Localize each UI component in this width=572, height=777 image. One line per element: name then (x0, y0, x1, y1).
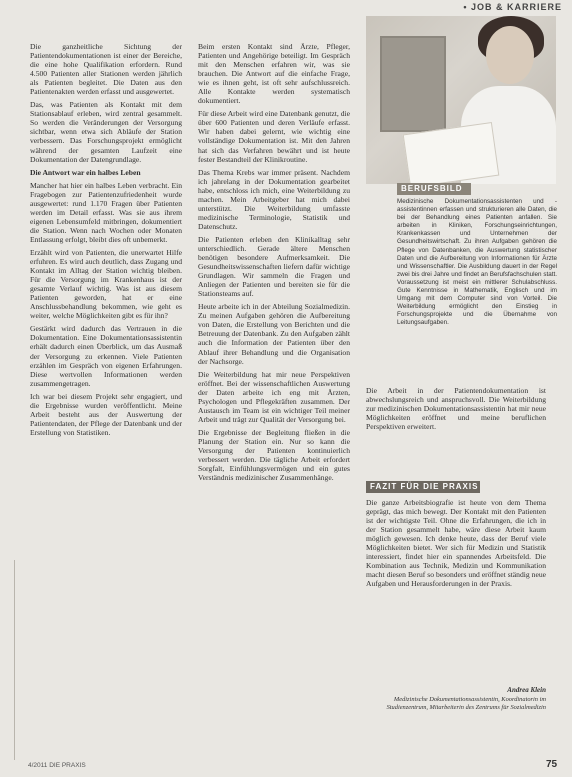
paragraph: Die Arbeit in der Patientendokumentation ist abwechslungsreich und anspruchsvoll. Die Weiterbildung zur medizinischen Dokumentationsassistentin hat mir neue Möglichkeiten eröffnet und meine beruflichen Perspektiven erweitert. (366, 386, 546, 432)
paragraph: Ich war bei diesem Projekt sehr engagiert, und die Ergebnisse wurden veröffentlicht. Meine Arbeit besteht aus der Auswertung der Patientendaten, der Pflege der Datenbank und der Erstellung von Statistiken. (30, 391, 182, 437)
paragraph: Die Ergebnisse der Begleitung fließen in die Planung der Station ein. Nur so kann die Versorgung der Patienten kontinuierlich verbessert werden. Die tägliche Arbeit erfordert Sorgfalt, Einfühlungsvermögen und ein gutes Verständnis medizinischer Zusammenhänge. (198, 427, 350, 483)
page-number: 75 (546, 759, 558, 770)
section-header: • JOB & KARRIERE (463, 2, 562, 12)
margin-rule (14, 560, 15, 760)
summary-label: FAZIT FÜR DIE PRAXIS (366, 481, 480, 493)
paragraph: Beim ersten Kontakt sind Ärzte, Pfleger, Patienten und Angehörige beteiligt. Im Gespräch mit den Menschen erfahren wir, was sie brauchen. Die Antwort auf die einfache Frage, wie es ihnen geht, ist oft sehr aufschlussreich. Alle Kontakte werden systematisch dokumentiert. (198, 42, 350, 106)
monitor-shape (380, 36, 446, 132)
paragraph: Das, was Patienten als Kontakt mit dem Stationsablauf erleben, wird zentral gesammelt. So werden die Veränderungen der Versorgung sichtbar, wenn etwa sich Abläufe der Station verbessern. Das Forschungsprojekt ermöglicht während der gesamten Laufzeit eine Dokumentation der Datengrundlage. (30, 100, 182, 164)
summary-text: Die ganze Arbeitsbiografie ist heute von dem Thema geprägt, das mich bewegt. Der Kontakt mit den Patienten ist der wichtigste Teil. Ohne die Erfahrungen, die ich in der Station gesammelt habe, wäre diese Arbeit kaum möglich gewesen. Ich denke heute, dass der Beruf viele Möglichkeiten bietet. Wer sich für Medizin und Statistik interessiert, findet hier ein spannendes Arbeitsfeld. Die Kombination aus Technik, Medizin und Kommunikation macht diesen Beruf so besonders und eröffnet ständig neue Aufgaben und Herausforderungen in der Praxis. (366, 498, 546, 589)
infobox-label: BERUFSBILD (397, 183, 471, 195)
paragraph: Mancher hat hier ein halbes Leben verbracht. Ein Fragebogen zur Patientenzufriedenheit wurde ausgewertet: rund 1.170 Fragen über Patienten werden im Detail erfasst. Was sie aus ihrem eigenen Lebensumfeld mitbringen, dokumentiert die Station. Wenn nach Wochen oder Monaten Entlassung erfolgt, bleibt dies oft unbemerkt. (30, 180, 182, 244)
paragraph: Das Thema Krebs war immer präsent. Nachdem ich jahrelang in der Dokumentation gearbeitet habe, entschloss ich mich, eine Weiterbildung zu machen. Mein Arbeitgeber hat mich dabei unterstützt. Die Weiterbildung umfasste medizinische Terminologie, Statistik und Datenschutz. (198, 167, 350, 231)
footer-issue: 4/2011 DIE PRAXIS (28, 762, 86, 769)
paragraph: Für diese Arbeit wird eine Datenbank genutzt, die über 600 Patienten und deren Verläufe erfasst. Wir haben dabei gelernt, wie wichtig eine vollständige Dokumentation ist. Mit den Jahren hat sich das Verfahren bewährt und ist heute fester Bestandteil der Klinikroutine. (198, 109, 350, 164)
paragraph: Die Weiterbildung hat mir neue Perspektiven eröffnet. Bei der wissenschaftlichen Auswertung der Daten arbeite ich eng mit Ärzten, Psychologen und Pflegekräften zusammen. Der Austausch im Team ist ein wichtiger Teil meiner Arbeit und trägt zur Qualität der Versorgung bei. (198, 369, 350, 424)
head-shape (486, 26, 534, 84)
paragraph: Die ganzheitliche Sichtung der Patientendokumentationen ist einer der Bereiche, die eine hohe Qualifikation erfordern. Rund 4.500 Patienten aller Stationen werden jährlich als Patienten begleitet. Die Daten aus den Patientenakten werden erfasst und ausgewertet. (30, 42, 182, 97)
infobox-text: Medizinische Dokumentationsassistenten und -assistentinnen erfassen und strukturieren alle Daten, die bei der Behandlung eines Patienten anfallen. Sie arbeiten in Kliniken, Forschungseinrichtungen, Krankenkassen und Unternehmen der Gesundheitswirtschaft. Zu ihren Aufgaben gehören die Pflege von Datenbanken, die Auswertung statistischer Daten und die Aufbereitung von Informationen für Ärzte und Wissenschaftler. Die Ausbildung dauert in der Regel zwei bis drei Jahre und findet an Berufsfachschulen statt. Voraussetzung ist meist ein mittlerer Schulabschluss. Gute Kenntnisse in Mathematik, Englisch und im Umgang mit dem Computer sind von Vorteil. Die Weiterbildung ermöglicht den Einstieg in Forschungsprojekte und die Übernahme von Leitungsaufgaben. (397, 198, 557, 327)
paragraph: Erzählt wird von Patienten, die unerwartet Hilfe erfuhren. Es wird auch deutlich, dass Zugang und Kontakt im Alltag der Station wichtig bleiben. Für die Versorgung im Krankenhaus ist der gesamte Verlauf wichtig. Was ist aus diesem Patienten geworden, hat er eine Anschlussbehandlung bekommen, wie geht es weiter, welche Möglichkeiten gibt es für ihn? (30, 247, 182, 321)
author-name: Andrea Klein (507, 686, 546, 694)
text-column-1 (30, 42, 182, 441)
paragraph: Heute arbeite ich in der Abteilung Sozialmedizin. Zu meinen Aufgaben gehören die Aufbereitung von Daten, die Erstellung von Berichten und die Betreuung der Datenbank. Zu den Aufgaben zählt auch die Information der Patienten über den Ablauf ihrer Behandlung und die Organisation der Nachsorge. (198, 302, 350, 366)
text-column-3 (366, 386, 546, 435)
paragraph: Die Patienten erleben den Klinikalltag sehr unterschiedlich. Gerade ältere Menschen benötigen besondere Aufmerksamkeit. Die Gesundheitswissenschaften liefern dafür wichtige Grundlagen. Wir sammeln die Fragen und Anliegen der Patienten und bereiten sie für die Stationsteams auf. (198, 234, 350, 299)
woman-reading-photo (366, 16, 556, 184)
paragraph: Gestärkt wird dadurch das Vertrauen in die Dokumentation. Eine Dokumentationsassistentin erhält dadurch einen Überblick, um das Ausmaß der Versorgung zu erkennen. Viele Patienten erzählen im Gespräch von eigenen Erfahrungen. Diese wertvollen Informationen werden zusammengetragen. (30, 324, 182, 388)
author-description: Medizinische Dokumentationsassistentin, Koordinatorin im Studienzentrum, Mitarbeiterin des Zentrums für Sozialmedizin (386, 696, 546, 711)
subheading: Die Antwort war ein halbes Leben (30, 167, 141, 177)
text-column-2 (198, 42, 350, 486)
